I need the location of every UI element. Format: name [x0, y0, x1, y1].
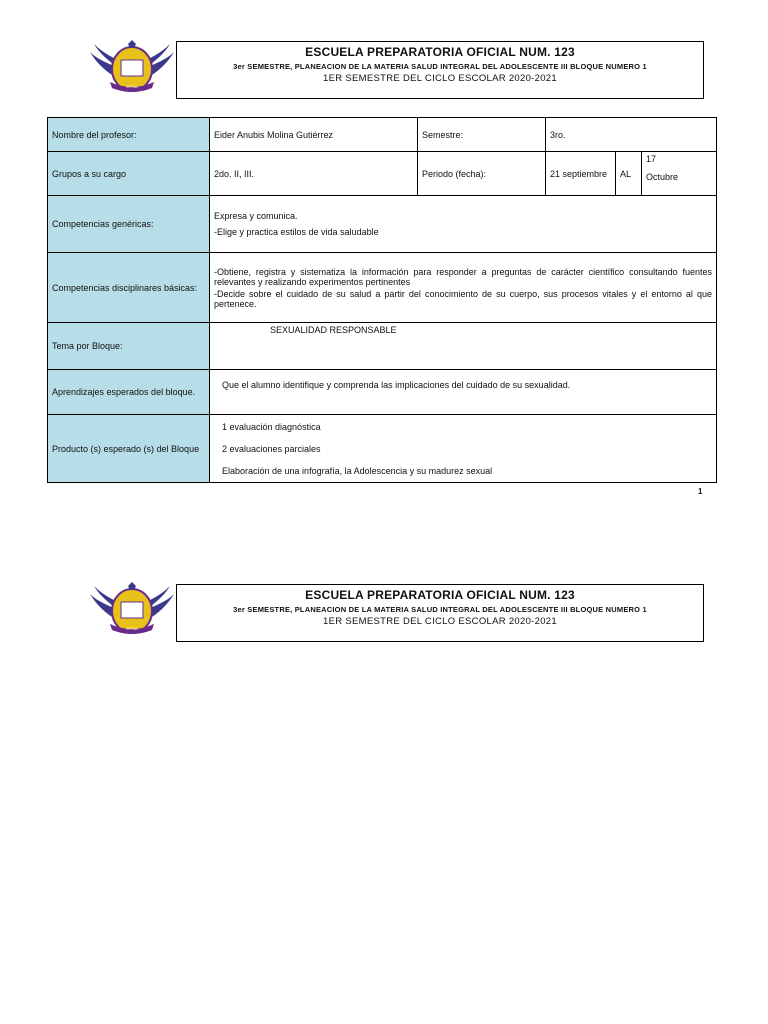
genericas-label: Competencias genéricas:	[48, 196, 210, 253]
semestre-label: Semestre:	[418, 118, 546, 152]
school-crest-icon	[88, 580, 176, 642]
genericas-item: Expresa y comunica.	[214, 211, 298, 221]
planning-table	[47, 117, 717, 483]
document-header	[176, 41, 704, 99]
producto-item: Elaboración de una infografía, la Adolescencia y su madurez sexual	[222, 465, 493, 476]
disciplinares-label: Competencias disciplinares básicas:	[48, 253, 210, 323]
document-header	[176, 584, 704, 642]
producto-value	[210, 415, 717, 483]
header-subtitle: 3er SEMESTRE, PLANEACION DE LA MATERIA SALUD INTEGRAL DEL ADOLESCENTE III BLOQUE NUMERO 1	[233, 605, 647, 614]
producto-label: Producto (s) esperado (s) del Bloque	[48, 415, 210, 483]
page-number: 1	[698, 487, 703, 496]
periodo-label: Periodo (fecha):	[418, 152, 546, 196]
periodo-al: AL	[616, 152, 642, 196]
school-name: ESCUELA PREPARATORIA OFICIAL NUM. 123	[305, 45, 575, 59]
semestre-value: 3ro.	[546, 118, 717, 152]
producto-item: 2 evaluaciones parciales	[222, 443, 321, 454]
aprendizajes-value: Que el alumno identifique y comprenda las implicaciones del cuidado de su sexualidad.	[210, 370, 717, 415]
genericas-item: -Elige y practica estilos de vida saludable	[214, 227, 379, 237]
producto-item: 1 evaluación diagnóstica	[222, 421, 321, 432]
disciplinares-item: -Decide sobre el cuidado de su salud a partir del conocimiento de su cuerpo, sus procesos vitales y el entorno al que pertenece.	[214, 288, 712, 309]
table-row	[48, 118, 717, 152]
tema-label: Tema por Bloque:	[48, 323, 210, 370]
profesor-label: Nombre del profesor:	[48, 118, 210, 152]
aprendizajes-label: Aprendizajes esperados del bloque.	[48, 370, 210, 415]
periodo-end: 17 Octubre	[642, 152, 717, 196]
svg-text:EPOA: EPOA	[126, 626, 138, 631]
table-row	[48, 253, 717, 323]
school-logo	[88, 580, 176, 642]
table-row	[48, 196, 717, 253]
grupos-value: 2do. II, III.	[210, 152, 418, 196]
table-row	[48, 370, 717, 415]
tema-value: SEXUALIDAD RESPONSABLE	[210, 323, 717, 370]
school-crest-icon	[88, 38, 176, 100]
grupos-label: Grupos a su cargo	[48, 152, 210, 196]
header-subtitle: 3er SEMESTRE, PLANEACION DE LA MATERIA SALUD INTEGRAL DEL ADOLESCENTE III BLOQUE NUMERO 1	[233, 62, 647, 71]
periodo-start: 21 septiembre	[546, 152, 616, 196]
header-cycle: 1ER SEMESTRE DEL CICLO ESCOLAR 2020-2021	[323, 73, 557, 84]
disciplinares-value	[210, 253, 717, 323]
disciplinares-item: -Obtiene, registra y sistematiza la información para responder a preguntas de carácter científico consultando fuentes relevantes y realizando experimentos pertinentes	[214, 266, 712, 287]
svg-text:EPOA: EPOA	[126, 84, 138, 89]
table-row	[48, 152, 717, 196]
school-name: ESCUELA PREPARATORIA OFICIAL NUM. 123	[305, 588, 575, 602]
header-cycle: 1ER SEMESTRE DEL CICLO ESCOLAR 2020-2021	[323, 616, 557, 627]
table-row	[48, 415, 717, 483]
genericas-value	[210, 196, 717, 253]
school-logo	[88, 38, 176, 100]
profesor-value: Eider Anubis Molina Gutiérrez	[210, 118, 418, 152]
table-row	[48, 323, 717, 370]
